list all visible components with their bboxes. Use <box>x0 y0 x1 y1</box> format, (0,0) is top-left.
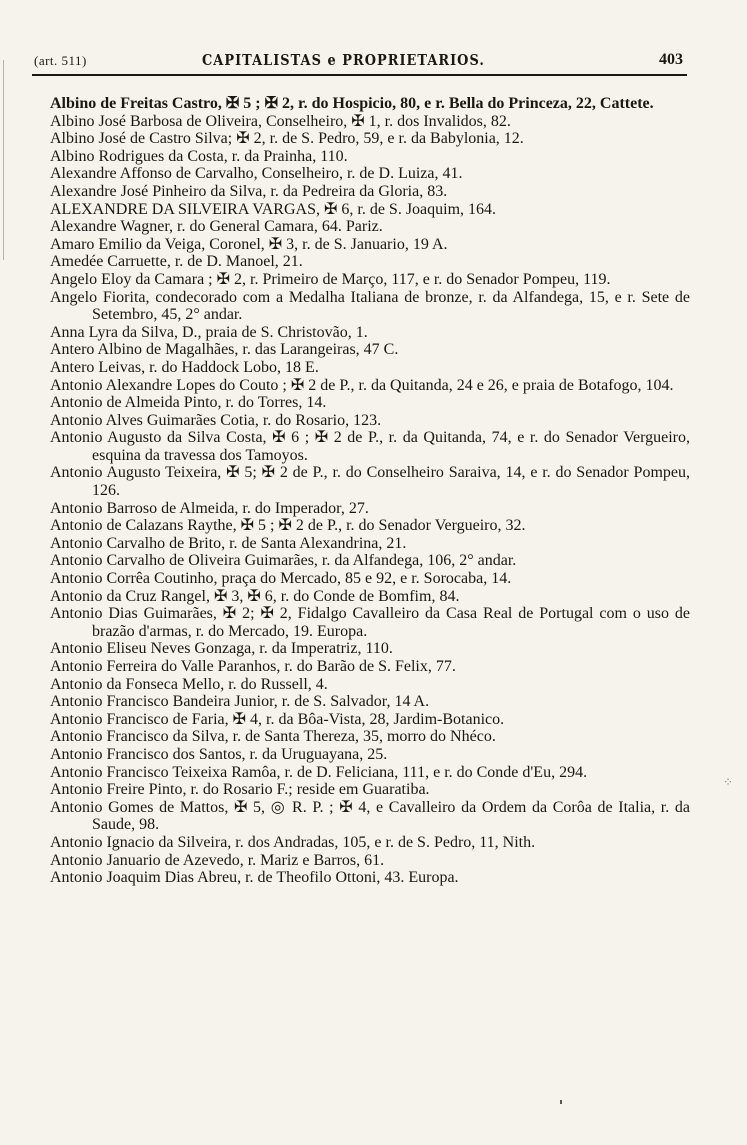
directory-entry: Angelo Eloy da Camara ; ✠ 2, r. Primeiro de Março, 117, e r. do Senador Pompeu, 119. <box>50 270 611 288</box>
directory-entry: Antonio Barroso de Almeida, r. do Imperador, 27. <box>50 499 369 517</box>
directory-entry: Antonio Francisco da Silva, r. de Santa Thereza, 35, morro do Nhéco. <box>50 728 496 746</box>
page-edge-shadow <box>3 60 4 260</box>
directory-entry: Antonio Francisco de Faria, ✠ 4, r. da Bôa-Vista, 28, Jardim-Botanico. <box>50 710 505 728</box>
directory-entry: Antonio Gomes de Mattos, ✠ 5, ◎ R. P. ; ✠ 4, e Cavalleiro da Ordem da Corôa de Italia, r. da Saude, 98. <box>50 798 690 834</box>
directory-entry: Antonio Freire Pinto, r. do Rosario F.; reside em Guaratiba. <box>50 781 430 799</box>
directory-entry: Antonio Alexandre Lopes do Couto ; ✠ 2 de P., r. da Quitanda, 24 e 26, e praia de Botafogo, 104. <box>50 376 674 394</box>
directory-entry: Albino de Freitas Castro, ✠ 5 ; ✠ 2, r. do Hospicio, 80, e r. Bella do Princeza, 22, Cattete. <box>50 95 654 112</box>
page-number: 403 <box>659 51 683 68</box>
directory-entry: Antonio Alves Guimarães Cotia, r. do Rosario, 123. <box>50 411 382 429</box>
directory-entry: Antonio da Fonseca Mello, r. do Russell, 4. <box>50 675 328 693</box>
directory-entry: Antonio Ferreira do Valle Paranhos, r. do Barão de S. Felix, 77. <box>50 658 456 675</box>
page-title: CAPITALISTAS e PROPRIETARIOS. <box>202 51 485 69</box>
directory-entry: Antero Leivas, r. do Haddock Lobo, 18 E. <box>50 358 319 376</box>
directory-entry: ALEXANDRE DA SILVEIRA VARGAS, ✠ 6, r. de S. Joaquim, 164. <box>50 200 497 218</box>
directory-entry: Antero Albino de Magalhães, r. das Larangeiras, 47 C. <box>50 341 399 359</box>
directory-entry: Antonio Carvalho de Oliveira Guimarães, r. da Alfandega, 106, 2° andar. <box>50 552 517 570</box>
directory-entry: Antonio de Almeida Pinto, r. do Torres, 14. <box>50 394 327 412</box>
directory-entry: Alexandre Affonso de Carvalho, Conselheiro, r. de D. Luiza, 41. <box>50 165 463 183</box>
margin-mark: ⁘ <box>722 775 733 789</box>
directory-entry: Antonio Eliseu Neves Gonzaga, r. da Imperatriz, 110. <box>50 640 393 658</box>
directory-entry: Albino José de Castro Silva; ✠ 2, r. de S. Pedro, 59, e r. da Babylonia, 12. <box>50 130 524 148</box>
directory-entry: Antonio Augusto Teixeira, ✠ 5; ✠ 2 de P., r. do Conselheiro Saraiva, 14, e r. do Senador Pompeu, 126. <box>50 464 690 500</box>
section-reference: (art. 511) <box>34 53 87 68</box>
directory-entry: Amaro Emilio da Veiga, Coronel, ✠ 3, r. de S. Januario, 19 A. <box>50 235 448 253</box>
directory-entry: Antonio Carvalho de Brito, r. de Santa Alexandrina, 21. <box>50 534 407 552</box>
directory-entry: Antonio Januario de Azevedo, r. Mariz e Barros, 61. <box>50 851 385 869</box>
directory-entry: Antonio Joaquim Dias Abreu, r. de Theofilo Ottoni, 43. Europa. <box>50 869 459 887</box>
directory-entry: Antonio Dias Guimarães, ✠ 2; ✠ 2, Fidalgo Cavalleiro da Casa Real de Portugal com o uso de brazão d'armas, r. do Mercado, 19. Europa. <box>50 605 690 640</box>
directory-entry: Antonio Francisco Teixeixa Ramôa, r. de D. Feliciana, 111, e r. do Conde d'Eu, 294. <box>50 763 588 781</box>
directory-entry: Antonio Francisco Bandeira Junior, r. de S. Salvador, 14 A. <box>50 693 430 711</box>
directory-entries <box>50 95 690 887</box>
directory-entry: Alexandre José Pinheiro da Silva, r. da Pedreira da Gloria, 83. <box>50 182 448 200</box>
directory-entry: Alexandre Wagner, r. do General Camara, 64. Pariz. <box>50 218 383 236</box>
ink-speck <box>560 1100 562 1104</box>
directory-entry: Albino José Barbosa de Oliveira, Conselheiro, ✠ 1, r. dos Invalidos, 82. <box>50 112 511 130</box>
directory-entry: Angelo Fiorita, condecorado com a Medalha Italiana de bronze, r. da Alfandega, 15, e r. Sete de Setembro, 45, 2° andar. <box>50 288 690 324</box>
directory-entry: Antonio Francisco dos Santos, r. da Uruguayana, 25. <box>50 745 388 763</box>
directory-entry: Albino Rodrigues da Costa, r. da Prainha, 110. <box>50 147 348 165</box>
directory-entry: Anna Lyra da Silva, D., praia de S. Christovão, 1. <box>50 323 368 341</box>
directory-entry: Antonio Augusto da Silva Costa, ✠ 6 ; ✠ 2 de P., r. da Quitanda, 74, e r. do Senador Vergueiro, esquina da travessa dos Tamoyos. <box>50 429 690 464</box>
directory-entry: Antonio Ignacio da Silveira, r. dos Andradas, 105, e r. de S. Pedro, 11, Nith. <box>50 833 536 851</box>
directory-entry: Antonio Corrêa Coutinho, praça do Mercado, 85 e 92, e r. Sorocaba, 14. <box>50 570 512 588</box>
running-header <box>32 50 687 76</box>
directory-entry: Antonio de Calazans Raythe, ✠ 5 ; ✠ 2 de P., r. do Senador Vergueiro, 32. <box>50 517 526 535</box>
directory-entry: Amedée Carruette, r. de D. Manoel, 21. <box>50 253 303 271</box>
directory-entry: Antonio da Cruz Rangel, ✠ 3, ✠ 6, r. do Conde de Bomfim, 84. <box>50 587 460 605</box>
